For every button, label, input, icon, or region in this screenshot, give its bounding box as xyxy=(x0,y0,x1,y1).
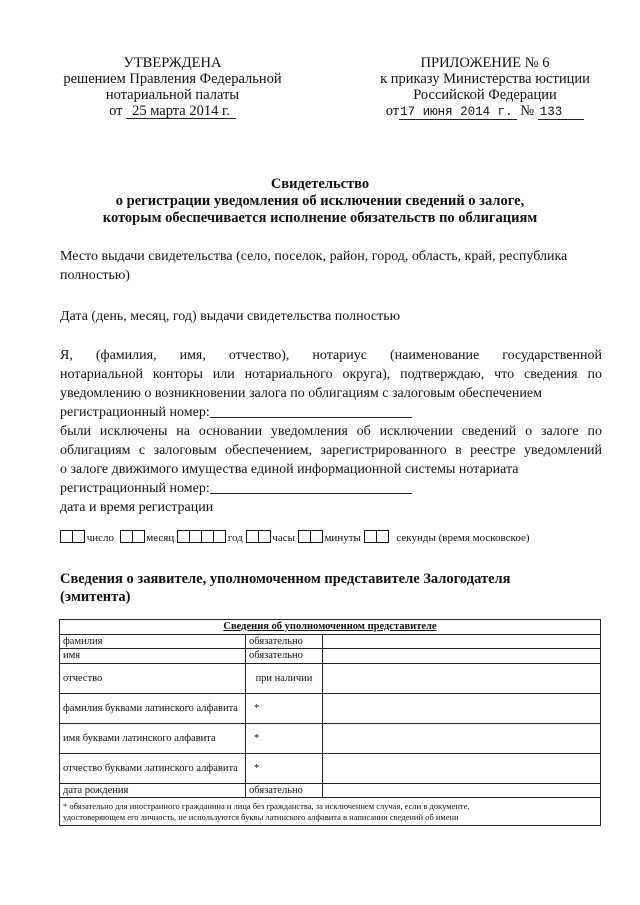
document-title xyxy=(0,176,640,227)
table-row xyxy=(60,784,601,798)
approval-line1: решением Правления Федеральной xyxy=(63,71,282,87)
datetime-boxes xyxy=(60,530,530,545)
field-requirement: * xyxy=(246,694,323,724)
reg-number-blank-2[interactable] xyxy=(210,479,412,494)
approval-heading: УТВЕРЖДЕНА xyxy=(123,55,222,71)
minutes-label: минуты xyxy=(324,532,361,544)
table-header xyxy=(60,620,601,635)
hours-box[interactable] xyxy=(258,530,271,543)
day-label: число xyxy=(86,532,115,544)
field-name: фамилия xyxy=(60,635,246,649)
appendix-line1: к приказу Министерства юстиции xyxy=(380,71,590,87)
table-row xyxy=(60,649,601,664)
year-label: год xyxy=(227,532,243,544)
place-of-issue xyxy=(60,247,602,285)
field-value[interactable] xyxy=(323,649,601,664)
seconds-box[interactable] xyxy=(376,530,389,543)
footnote-line1: * обязательно для иностранного гражданина и лица без гражданства, за исключением случая, если в документе, xyxy=(63,801,470,811)
table-header-row xyxy=(60,620,601,635)
table-row xyxy=(60,724,601,754)
field-requirement: * xyxy=(246,724,323,754)
field-requirement: обязательно xyxy=(246,635,323,649)
table-row xyxy=(60,635,601,649)
appendix-date-prefix: от xyxy=(385,103,400,119)
field-name: отчество xyxy=(60,664,246,694)
appendix-heading: ПРИЛОЖЕНИЕ № 6 xyxy=(420,55,550,71)
table-footnote xyxy=(60,798,601,826)
body-line7: о залоге движимого имущества единой информационной системы нотариата xyxy=(60,462,519,477)
table-row xyxy=(60,664,601,694)
field-value[interactable] xyxy=(323,724,601,754)
title-line1: Свидетельство xyxy=(270,176,370,192)
title-line2: о регистрации уведомления об исключении сведений о залоге, xyxy=(115,193,525,209)
field-requirement: обязательно xyxy=(246,784,323,798)
approval-date xyxy=(55,103,290,119)
body-line6: облигациям с залоговым обеспечением, зарегистрированного в реестре уведомлений xyxy=(60,443,602,458)
month-label: месяц xyxy=(146,532,175,544)
approval-date-value: 25 марта 2014 г. xyxy=(126,104,236,119)
appendix-date xyxy=(360,103,610,120)
table-row xyxy=(60,754,601,784)
field-value[interactable] xyxy=(323,635,601,649)
reg-number-label-1: регистрационный номер: xyxy=(60,405,210,420)
registration-number-2 xyxy=(60,479,602,498)
field-name: имя буквами латинского алфавита xyxy=(60,724,246,754)
field-name: отчество буквами латинского алфавита xyxy=(60,754,246,784)
place-line1: Место выдачи свидетельства (село, поселок, район, город, область, край, республика xyxy=(60,249,568,264)
reg-number-blank-1[interactable] xyxy=(210,403,412,418)
field-requirement: обязательно xyxy=(246,649,323,664)
applicant-heading-line1: Сведения о заявителе, уполномоченном представителе Залогодателя xyxy=(60,571,511,587)
minutes-box[interactable] xyxy=(310,530,323,543)
appendix-number-prefix: № xyxy=(520,103,535,119)
body-line5: были исключены на основании уведомления об исключении сведений о залоге по xyxy=(60,424,602,439)
title-line3: которым обеспечивается исполнение обязательств по облигациям xyxy=(102,210,538,226)
representative-table xyxy=(59,619,601,826)
footnote-line2: удостоверяющем его личность, не используются буквы латинского алфавита в написании сведений об имени xyxy=(63,812,459,822)
month-box[interactable] xyxy=(132,530,145,543)
approval-line2: нотариальной палаты xyxy=(105,87,240,103)
registration-number-1 xyxy=(60,403,602,422)
table-row xyxy=(60,694,601,724)
certification-body xyxy=(60,346,602,517)
seconds-label: секунды (время московское) xyxy=(396,532,530,544)
field-value[interactable] xyxy=(323,784,601,798)
field-name: фамилия буквами латинского алфавита xyxy=(60,694,246,724)
field-value[interactable] xyxy=(323,754,601,784)
applicant-section-heading xyxy=(60,570,600,606)
year-box[interactable] xyxy=(213,530,226,543)
body-line1: Я, (фамилия, имя, отчество), нотариус (наименование государственной xyxy=(60,348,602,363)
body-line3: уведомлению о возникновении залога по облигациям с залоговым обеспечением xyxy=(60,386,542,401)
appendix-block xyxy=(360,55,610,120)
table-header-text: Сведения об уполномоченном представителе xyxy=(223,621,437,632)
body-line9: дата и время регистрации xyxy=(60,500,214,515)
approval-date-prefix: от xyxy=(109,103,123,119)
reg-number-label-2: регистрационный номер: xyxy=(60,481,210,496)
appendix-number-value: 133 xyxy=(538,105,585,120)
body-line2: нотариальной конторы или нотариального округа), подтверждаю, что сведения по xyxy=(60,367,602,382)
approval-block xyxy=(55,55,290,119)
table-footnote-row xyxy=(60,798,601,826)
field-value[interactable] xyxy=(323,664,601,694)
field-name: дата рождения xyxy=(60,784,246,798)
field-requirement: при наличии xyxy=(246,664,323,694)
date-of-issue: Дата (день, месяц, год) выдачи свидетельства полностью xyxy=(60,309,401,324)
appendix-date-value: 17 июня 2014 г. xyxy=(399,105,517,120)
place-line2: полностью) xyxy=(60,268,130,283)
field-name: имя xyxy=(60,649,246,664)
applicant-heading-line2: (эмитента) xyxy=(60,589,131,605)
field-requirement: * xyxy=(246,754,323,784)
day-box[interactable] xyxy=(72,530,85,543)
hours-label: часы xyxy=(272,532,295,544)
appendix-line2: Российской Федерации xyxy=(413,87,557,103)
field-value[interactable] xyxy=(323,694,601,724)
